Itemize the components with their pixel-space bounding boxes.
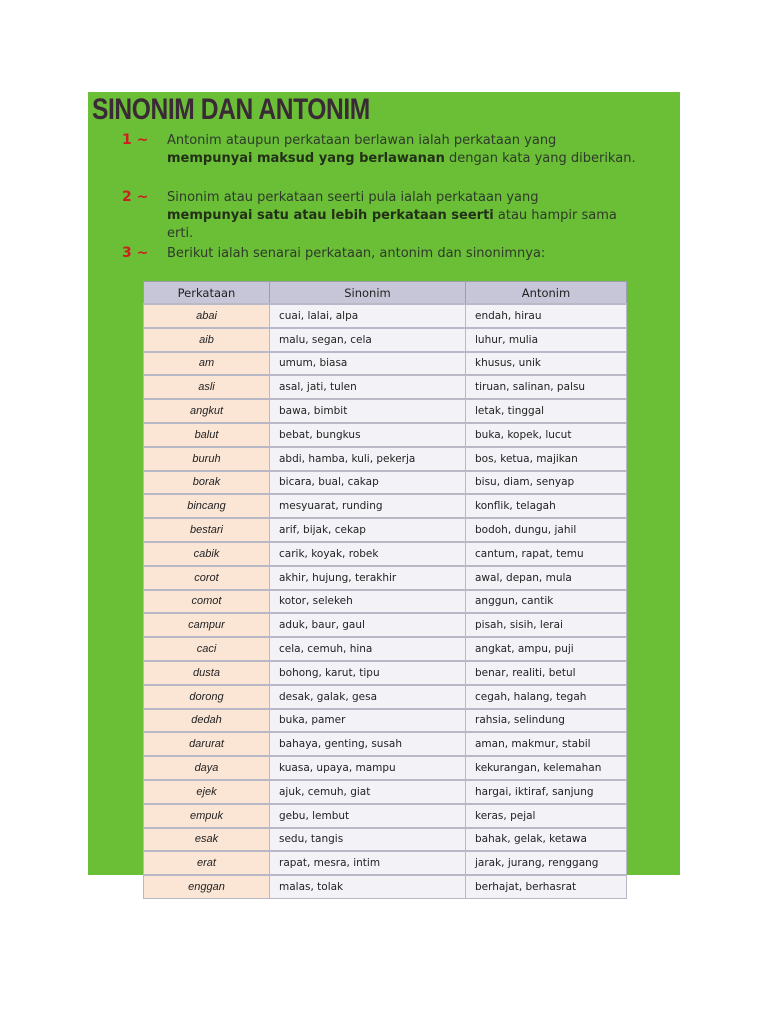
- antonym-cell: letak, tinggal: [466, 399, 627, 423]
- point-text: [167, 245, 637, 263]
- antonym-cell: keras, pejal: [466, 804, 627, 828]
- header-sinonim: Sinonim: [270, 282, 466, 305]
- table-row: [144, 518, 627, 542]
- table-row: [144, 590, 627, 614]
- word-cell: balut: [144, 423, 270, 447]
- synonym-cell: umum, biasa: [270, 352, 466, 376]
- synonym-cell: arif, bijak, cekap: [270, 518, 466, 542]
- antonym-cell: awal, depan, mula: [466, 566, 627, 590]
- antonym-cell: buka, kopek, lucut: [466, 423, 627, 447]
- table-row: [144, 566, 627, 590]
- point-line: Sinonim atau perkataan seerti pula ialah perkataan yang: [167, 190, 539, 205]
- word-cell: angkut: [144, 399, 270, 423]
- word-cell: empuk: [144, 804, 270, 828]
- synonym-cell: cela, cemuh, hina: [270, 637, 466, 661]
- word-cell: borak: [144, 471, 270, 495]
- antonym-cell: cantum, rapat, temu: [466, 542, 627, 566]
- word-cell: asli: [144, 375, 270, 399]
- point-text: [167, 189, 637, 243]
- table-row: [144, 851, 627, 875]
- table-row: [144, 423, 627, 447]
- word-cell: erat: [144, 851, 270, 875]
- antonym-cell: kekurangan, kelemahan: [466, 756, 627, 780]
- antonym-cell: anggun, cantik: [466, 590, 627, 614]
- synonym-cell: rapat, mesra, intim: [270, 851, 466, 875]
- table-row: [144, 352, 627, 376]
- point-number: 2 ~: [122, 189, 149, 205]
- table-row: [144, 661, 627, 685]
- antonym-cell: benar, realiti, betul: [466, 661, 627, 685]
- point-rest: atau hampir sama erti.: [167, 208, 617, 241]
- antonym-cell: cegah, halang, tegah: [466, 685, 627, 709]
- antonym-cell: bahak, gelak, ketawa: [466, 828, 627, 852]
- word-cell: bincang: [144, 494, 270, 518]
- table-row: [144, 780, 627, 804]
- word-cell: am: [144, 352, 270, 376]
- synonym-cell: mesyuarat, runding: [270, 494, 466, 518]
- table-row: [144, 732, 627, 756]
- table-row: [144, 447, 627, 471]
- table-row: [144, 828, 627, 852]
- table-header-row: [144, 282, 627, 305]
- word-cell: caci: [144, 637, 270, 661]
- header-perkataan: Perkataan: [144, 282, 270, 305]
- word-cell: enggan: [144, 875, 270, 898]
- synonym-cell: desak, galak, gesa: [270, 685, 466, 709]
- word-cell: comot: [144, 590, 270, 614]
- table-row: [144, 756, 627, 780]
- table-row: [144, 494, 627, 518]
- word-cell: dedah: [144, 709, 270, 733]
- word-cell: corot: [144, 566, 270, 590]
- synonym-cell: bahaya, genting, susah: [270, 732, 466, 756]
- word-cell: ejek: [144, 780, 270, 804]
- synonym-cell: malas, tolak: [270, 875, 466, 898]
- table-row: [144, 613, 627, 637]
- word-cell: aib: [144, 328, 270, 352]
- antonym-cell: bodoh, dungu, jahil: [466, 518, 627, 542]
- antonym-cell: rahsia, selindung: [466, 709, 627, 733]
- synonym-cell: abdi, hamba, kuli, pekerja: [270, 447, 466, 471]
- synonym-cell: bawa, bimbit: [270, 399, 466, 423]
- antonym-cell: endah, hirau: [466, 304, 627, 328]
- antonym-cell: konflik, telagah: [466, 494, 627, 518]
- antonym-cell: hargai, iktiraf, sanjung: [466, 780, 627, 804]
- word-cell: dorong: [144, 685, 270, 709]
- word-table: [143, 281, 627, 899]
- synonym-cell: gebu, lembut: [270, 804, 466, 828]
- antonym-cell: khusus, unik: [466, 352, 627, 376]
- word-cell: bestari: [144, 518, 270, 542]
- synonym-cell: bicara, bual, cakap: [270, 471, 466, 495]
- synonym-cell: akhir, hujung, terakhir: [270, 566, 466, 590]
- word-cell: campur: [144, 613, 270, 637]
- table-row: [144, 304, 627, 328]
- synonym-cell: sedu, tangis: [270, 828, 466, 852]
- synonym-cell: buka, pamer: [270, 709, 466, 733]
- synonym-cell: asal, jati, tulen: [270, 375, 466, 399]
- antonym-cell: jarak, jurang, renggang: [466, 851, 627, 875]
- header-antonim: Antonim: [466, 282, 627, 305]
- synonym-cell: kuasa, upaya, mampu: [270, 756, 466, 780]
- table-row: [144, 328, 627, 352]
- antonym-cell: luhur, mulia: [466, 328, 627, 352]
- point-number: 1 ~: [122, 132, 149, 148]
- antonym-cell: aman, makmur, stabil: [466, 732, 627, 756]
- point-text: [167, 132, 637, 168]
- word-cell: cabik: [144, 542, 270, 566]
- table-row: [144, 804, 627, 828]
- word-cell: darurat: [144, 732, 270, 756]
- antonym-cell: tiruan, salinan, palsu: [466, 375, 627, 399]
- point-line: Antonim ataupun perkataan berlawan ialah perkataan yang: [167, 133, 557, 148]
- antonym-cell: berhajat, berhasrat: [466, 875, 627, 898]
- point-number: 3 ~: [122, 245, 149, 261]
- word-cell: esak: [144, 828, 270, 852]
- synonym-cell: bohong, karut, tipu: [270, 661, 466, 685]
- word-cell: daya: [144, 756, 270, 780]
- synonym-cell: malu, segan, cela: [270, 328, 466, 352]
- point-rest: dengan kata yang diberikan.: [444, 151, 636, 166]
- point-line: Berikut ialah senarai perkataan, antonim dan sinonimnya:: [167, 246, 546, 261]
- antonym-cell: bisu, diam, senyap: [466, 471, 627, 495]
- synonym-cell: cuai, lalai, alpa: [270, 304, 466, 328]
- point-bold: mempunyai maksud yang berlawanan: [167, 151, 445, 166]
- table-body: [144, 304, 627, 898]
- word-cell: buruh: [144, 447, 270, 471]
- synonym-cell: bebat, bungkus: [270, 423, 466, 447]
- table-row: [144, 709, 627, 733]
- table-row: [144, 542, 627, 566]
- synonym-cell: kotor, selekeh: [270, 590, 466, 614]
- antonym-cell: angkat, ampu, puji: [466, 637, 627, 661]
- table-row: [144, 471, 627, 495]
- table-row: [144, 637, 627, 661]
- synonym-cell: aduk, baur, gaul: [270, 613, 466, 637]
- word-cell: abai: [144, 304, 270, 328]
- page-title: SINONIM DAN ANTONIM: [92, 93, 370, 126]
- table-row: [144, 375, 627, 399]
- table-row: [144, 875, 627, 898]
- synonym-cell: ajuk, cemuh, giat: [270, 780, 466, 804]
- table-row: [144, 399, 627, 423]
- word-cell: dusta: [144, 661, 270, 685]
- antonym-cell: bos, ketua, majikan: [466, 447, 627, 471]
- synonym-cell: carik, koyak, robek: [270, 542, 466, 566]
- point-bold: mempunyai satu atau lebih perkataan seerti: [167, 208, 494, 223]
- table-row: [144, 685, 627, 709]
- antonym-cell: pisah, sisih, lerai: [466, 613, 627, 637]
